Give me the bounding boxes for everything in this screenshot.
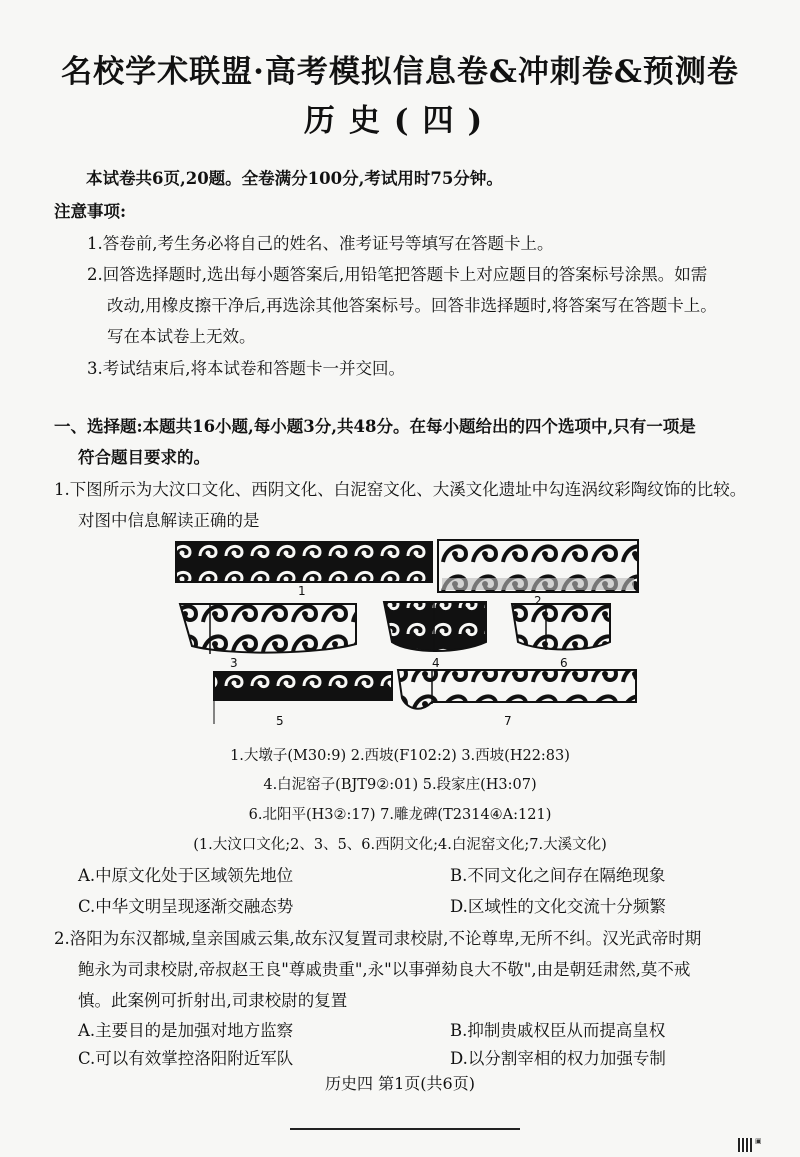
notice-item-3: 3.考试结束后,将本试卷和答题卡一并交回。 [87,359,405,378]
question-1-stem-cont: 对图中信息解读正确的是 [78,511,260,530]
subject-title: 历史(四) [303,103,497,139]
figure-caption-1: 1.大墩子(M30:9) 2.西坡(F102:2) 3.西坡(H22:83) [230,748,570,764]
section-heading-cont: 符合题目要求的。 [78,448,210,467]
figure-label-4: 4 [432,656,440,670]
notice-item-2-cont2: 写在本试卷上无效。 [107,327,256,346]
vessel-4 [384,602,486,651]
qr-code-icon [738,1138,752,1152]
q1-option-c[interactable]: C.中华文明呈现逐渐交融态势 [78,897,294,916]
q2-option-a[interactable]: A.主要目的是加强对地方监察 [78,1021,294,1040]
exam-title: 名校学术联盟·高考模拟信息卷&冲刺卷&预测卷 [61,54,739,90]
pattern-band-5 [214,672,392,700]
question-2-stem: 2.洛阳为东汉都城,皇亲国戚云集,故东汉复置司隶校尉,不论尊卑,无所不纠。汉光武帝时期 [54,929,702,948]
q1-option-d[interactable]: D.区域性的文化交流十分频繁 [450,897,666,916]
question-2-stem-cont2: 慎。此案例可折射出,司隶校尉的复置 [78,991,348,1010]
figure-label-7: 7 [504,714,512,728]
vessel-6 [512,604,610,650]
question-1-stem: 1.下图所示为大汶口文化、西阴文化、白泥窑文化、大溪文化遗址中勾连涡纹彩陶纹饰的比较。 [54,480,747,499]
section-heading: 一、选择题:本题共16小题,每小题3分,共48分。在每小题给出的四个选项中,只有一项是 [54,417,696,436]
figure-caption-4: (1.大汶口文化;2、3、5、6.西阴文化;4.白泥窑文化;7.大溪文化) [193,837,607,853]
pottery-drawings [170,538,640,730]
footer-rule [290,1128,520,1130]
figure-label-6: 6 [560,656,568,670]
figure-label-2: 2 [534,594,542,608]
vessel-7 [398,670,636,709]
vessel-3 [180,604,356,653]
notice-item-2: 2.回答选择题时,选出每小题答案后,用铅笔把答题卡上对应题目的答案标号涂黑。如需 [87,265,708,284]
q1-option-b[interactable]: B.不同文化之间存在隔绝现象 [450,866,666,885]
page-footer: 历史四 第1页(共6页) [325,1074,475,1093]
notice-item-2-cont: 改动,用橡皮擦干净后,再选涂其他答案标号。回答非选择题时,将答案写在答题卡上。 [107,296,717,315]
pottery-pattern-figure [170,538,640,730]
q2-option-b[interactable]: B.抑制贵戚权臣从而提高皇权 [450,1021,666,1040]
q2-option-d[interactable]: D.以分割宰相的权力加强专制 [450,1049,666,1068]
q2-option-c[interactable]: C.可以有效掌控洛阳附近军队 [78,1049,294,1068]
question-2-stem-cont: 鲍永为司隶校尉,帝叔赵王良"尊戚贵重",永"以事弹劾良大不敬",由是朝廷肃然,莫不戒 [78,960,691,979]
scanner-watermark: ▣ [755,1137,762,1145]
pattern-band-1 [176,542,432,582]
figure-label-5: 5 [276,714,284,728]
figure-label-3: 3 [230,656,238,670]
q1-option-a[interactable]: A.中原文化处于区域领先地位 [78,866,294,885]
exam-intro: 本试卷共6页,20题。全卷满分100分,考试用时75分钟。 [86,169,503,188]
figure-caption-3: 6.北阳平(H3②:17) 7.雕龙碑(T2314④A:121) [248,807,552,823]
notice-item-1: 1.答卷前,考生务必将自己的姓名、准考证号等填写在答题卡上。 [87,234,554,253]
notice-heading: 注意事项: [54,202,127,221]
figure-caption-2: 4.白泥窑子(BJT9②:01) 5.段家庄(H3:07) [263,777,537,793]
figure-label-1: 1 [298,584,306,598]
